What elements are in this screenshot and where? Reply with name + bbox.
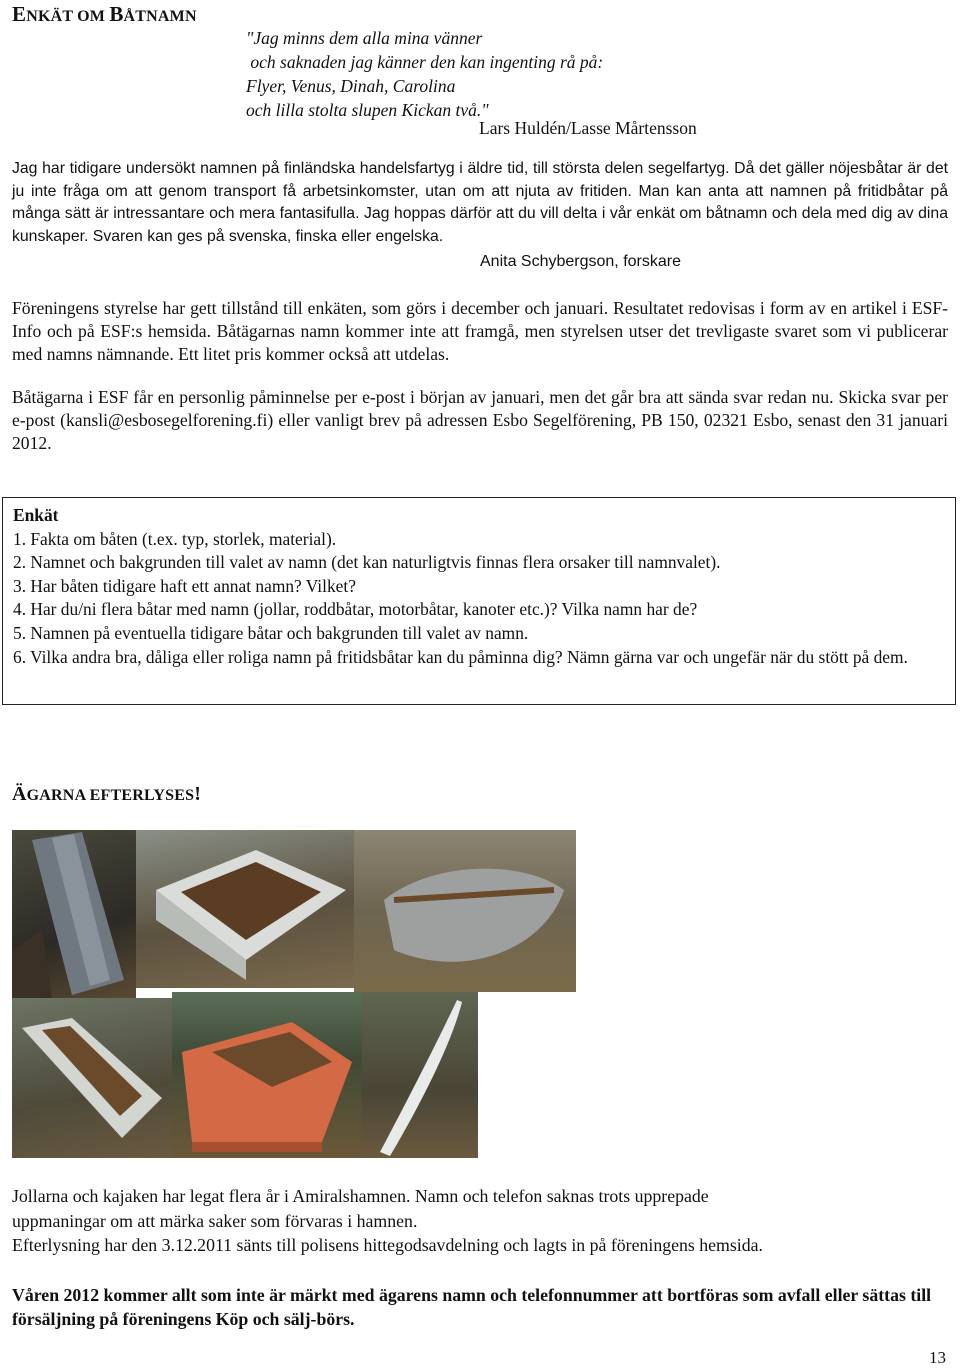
paragraph-line: uppmaningar om att märka saker som förvaras i hamnen. (12, 1210, 418, 1231)
survey-item: 2. Namnet och bakgrunden till valet av namn (det kan naturligtvis finnas flera orsaker till namnvalet). (13, 552, 721, 573)
poem-line: och saknaden jag känner den kan ingenting rå på: (246, 52, 604, 72)
removal-notice: Våren 2012 kommer allt som inte är märkt med ägarens namn och telefonnummer att bortföras som avfall eller sättas till försäljning på föreningens Köp och sälj-börs. (12, 1285, 932, 1329)
survey-box (2, 497, 956, 705)
board-paragraph: Föreningens styrelse har gett tillstånd till enkäten, som görs i december och januari. Resultatet redovisas i form av en artikel i ESF-Info och på ESF:s hemsida. Båtägarnas namn kommer inte att framgå, men styrelsen utser det trevligaste svaret som vi publicerar med namns nämnande. Ett litet pris kommer också att utdelas. (12, 298, 948, 364)
survey-item: 3. Har båten tidigare haft ett annat namn? Vilket? (13, 575, 356, 596)
poem-line: och lilla stolta slupen Kickan två." (246, 100, 489, 120)
poem-quote (246, 26, 603, 122)
survey-heading: ENKÄT OM BÅTNAMN (12, 2, 197, 26)
survey-item: 5. Namnen på eventuella tidigare båtar och bakgrunden till valet av namn. (13, 622, 529, 643)
poem-credit: Lars Huldén/Lasse Mårtensson (479, 118, 697, 138)
poem-line: Flyer, Venus, Dinah, Carolina (246, 76, 456, 96)
intro-signature: Anita Schybergson, forskare (480, 253, 681, 270)
survey-title: Enkät (13, 505, 59, 525)
paragraph-line: Efterlysning har den 3.12.2011 sänts till polisens hittegodsavdelning och lagts in på föreningens hemsida. (12, 1235, 763, 1256)
abandoned-boats-paragraph (12, 1184, 763, 1258)
poem-line: "Jag minns dem alla mina vänner (246, 28, 483, 48)
paragraph-line: Jollarna och kajaken har legat flera år i Amiralshamnen. Namn och telefon saknas trots upprepade (12, 1186, 709, 1206)
boat-photo (354, 830, 576, 992)
boat-photo (12, 998, 172, 1158)
reply-paragraph: Båtägarna i ESF får en personlig påminnelse per e-post i början av januari, men det går bra att sända svar redan nu. Skicka svar per e-post (kansli@esbosegelforening.fi) eller vanligt brev på adressen Esbo Segelförening, PB 150, 02321 Esbo, senast den 31 januari 2012. (12, 387, 948, 453)
owners-heading: ÄGARNA EFTERLYSES! (12, 783, 202, 805)
intro-paragraph: Jag har tidigare undersökt namnen på finländska handelsfartyg i äldre tid, till största delen segelfartyg. Då det gäller nöjesbåtar är det ju inte fråga om att genom transport få arbetsinkomster, utan om att njuta av fritiden. Man kan anta att namnen på fritidbåtar på många sätt är intressantare och mera fantasifulla. Jag hoppas därför att du vill delta i vår enkät om båtnamn och dela med dig av dina kunskaper. Svaren kan ges på svenska, finska eller engelska. (12, 160, 948, 245)
survey-item: 6. Vilka andra bra, dåliga eller roliga namn på fritidsbåtar kan du påminna dig? Nämn gärna var och ungefär när du stött på dem. (13, 646, 908, 667)
boat-photo (362, 992, 478, 1158)
boat-photo (172, 992, 362, 1158)
boat-photo (136, 830, 354, 988)
survey-item: 4. Har du/ni flera båtar med namn (jollar, roddbåtar, motorbåtar, kanoter etc.)? Vilka namn har de? (13, 599, 698, 620)
survey-item: 1. Fakta om båten (t.ex. typ, storlek, material). (13, 528, 337, 549)
page-number: 13 (929, 1348, 946, 1367)
boat-photo-collage (12, 830, 576, 1158)
boat-photo (12, 830, 136, 998)
